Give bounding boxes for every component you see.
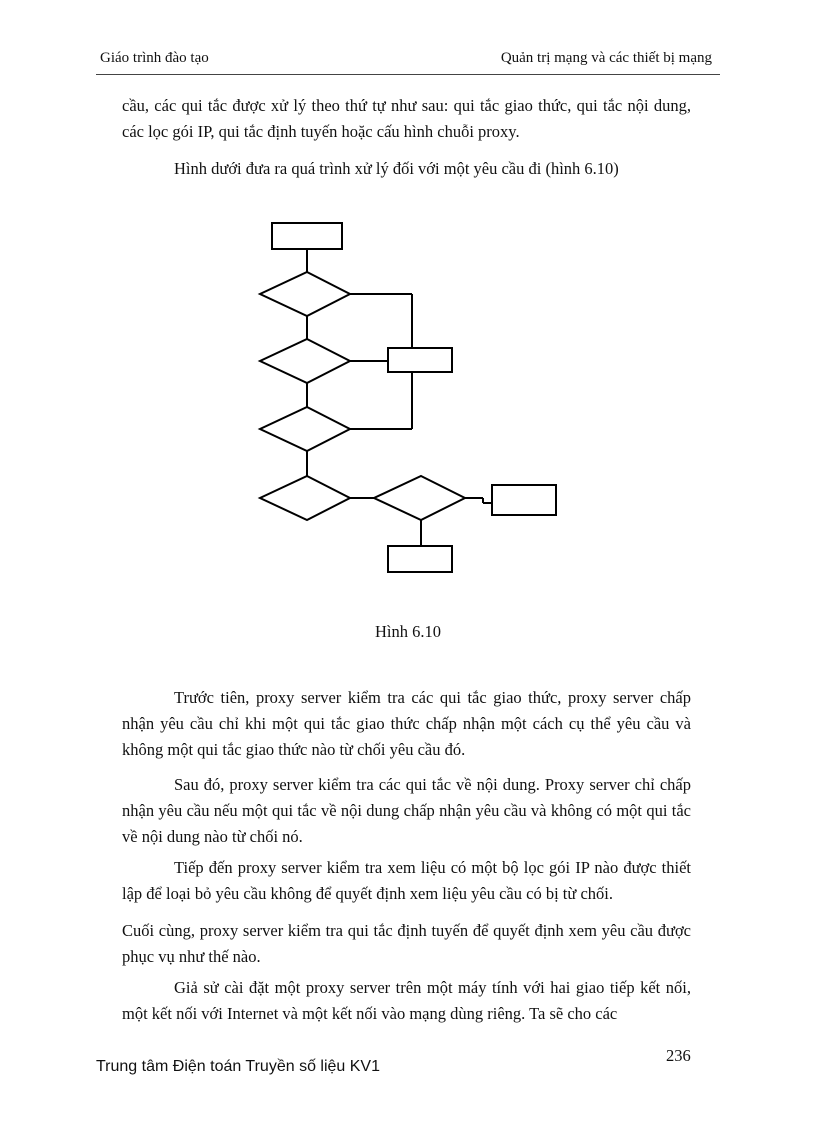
flowchart-decision-3 bbox=[260, 407, 350, 451]
flowchart-route-box bbox=[388, 546, 452, 572]
intro-paragraph: cầu, các qui tắc được xử lý theo thứ tự như sau: qui tắc giao thức, qui tắc nội dung, các lọc gói IP, qui tắc định tuyến hoặc cấu hình chuỗi proxy. bbox=[122, 96, 691, 141]
footer-organization: Trung tâm Điện toán Truyền số liệu KV1 bbox=[96, 1058, 380, 1075]
body-paragraph-3: Tiếp đến proxy server kiểm tra xem liệu có một bộ lọc gói IP nào được thiết lập để loại bỏ yêu cầu không để quyết định xem liệu yêu cầu có bị từ chối. bbox=[122, 858, 691, 903]
flowchart-proxy-chain-box bbox=[492, 485, 556, 515]
body-paragraph-1: Trước tiên, proxy server kiểm tra các qui tắc giao thức, proxy server chấp nhận yêu cầu chỉ khi một qui tắc giao thức chấp nhận một cách cụ thể yêu cầu và không một qui tắc giao thức nào từ chối yêu cầu đó. bbox=[122, 688, 691, 759]
figure-caption: Hình 6.10 bbox=[375, 622, 441, 641]
page-number: 236 bbox=[666, 1046, 691, 1065]
flowchart-decision-2 bbox=[260, 339, 350, 383]
flowchart-deny-box bbox=[388, 348, 452, 372]
flowchart-start-box bbox=[272, 223, 342, 249]
flowchart-figure bbox=[250, 215, 570, 585]
flowchart-decision-4 bbox=[260, 476, 350, 520]
header-divider bbox=[96, 74, 720, 75]
header-chapter-title: Quản trị mạng và các thiết bị mạng bbox=[500, 50, 712, 66]
body-paragraph-5: Giả sử cài đặt một proxy server trên một máy tính với hai giao tiếp kết nối, một kết nối với Internet và một kết nối vào mạng dùng riêng. Ta sẽ cho các bbox=[122, 978, 691, 1023]
header-document-title: Giáo trình đào tạo bbox=[100, 50, 209, 66]
flowchart-decision-1 bbox=[260, 272, 350, 316]
body-paragraph-2: Sau đó, proxy server kiểm tra các qui tắc về nội dung. Proxy server chỉ chấp nhận yêu cầu nếu một qui tắc về nội dung chấp nhận yêu cầu và không có một qui tắc về nội dung nào từ chối nó. bbox=[122, 775, 691, 846]
body-paragraph-4: Cuối cùng, proxy server kiểm tra qui tắc định tuyến để quyết định xem yêu cầu được phục vụ như thế nào. bbox=[122, 921, 691, 966]
flowchart-decision-5 bbox=[374, 476, 465, 520]
figure-intro-paragraph: Hình dưới đưa ra quá trình xử lý đối với một yêu cầu đi (hình 6.10) bbox=[174, 159, 619, 178]
